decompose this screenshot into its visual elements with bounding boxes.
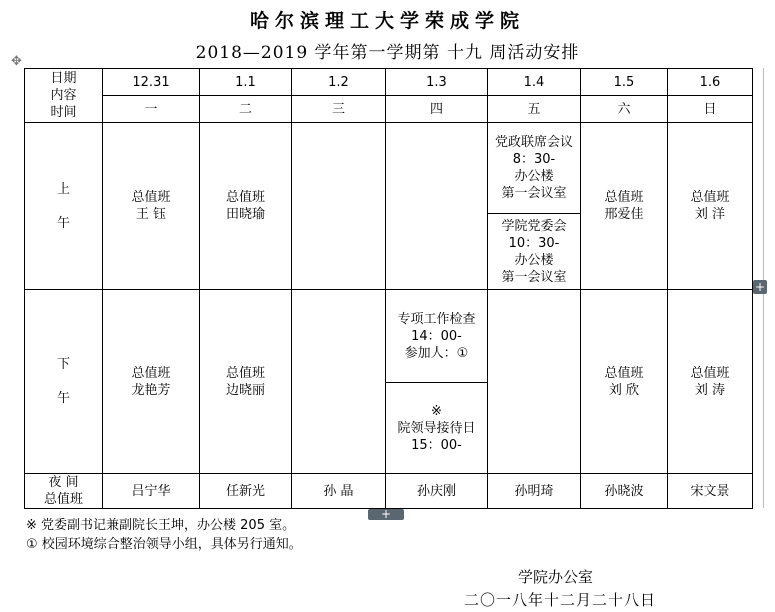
night-duty-cell: 宋文景 xyxy=(668,474,753,509)
date-cell: 1.6 xyxy=(668,69,753,96)
add-row-plus-icon[interactable]: + xyxy=(368,509,404,520)
afternoon-cell-mon: 总值班 龙艳芳 xyxy=(103,290,200,474)
morning-cell-wed xyxy=(292,123,386,290)
date-cell: 1.4 xyxy=(488,69,581,96)
afternoon-cell-sun: 总值班 刘 涛 xyxy=(668,290,753,474)
thu-afternoon-event-1: 专项工作检查 14：00- 参加人：① xyxy=(397,311,476,361)
night-duty-cell: 孙晓波 xyxy=(581,474,668,509)
night-duty-cell: 任新光 xyxy=(200,474,292,509)
night-duty-cell: 孙明琦 xyxy=(488,474,581,509)
night-duty-cell: 吕宁华 xyxy=(103,474,200,509)
night-duty-label: 夜 间 总值班 xyxy=(25,474,103,509)
afternoon-cell-sat: 总值班 刘 欣 xyxy=(581,290,668,474)
morning-cell-mon: 总值班 王 钰 xyxy=(103,123,200,290)
morning-cell-sun: 总值班 刘 洋 xyxy=(668,123,753,290)
weekday-cell: 四 xyxy=(386,96,488,123)
afternoon-cell-wed xyxy=(292,290,386,474)
footnote-1: ※ 党委副书记兼副院长王坤，办公楼 205 室。 xyxy=(26,518,296,533)
weekday-cell: 日 xyxy=(668,96,753,123)
document-title: 哈尔滨理工大学荣成学院 xyxy=(249,10,525,32)
date-cell: 1.2 xyxy=(292,69,386,96)
night-duty-cell: 孙 晶 xyxy=(292,474,386,509)
add-column-plus-icon[interactable]: + xyxy=(754,280,766,294)
afternoon-cell-tue: 总值班 边晓丽 xyxy=(200,290,292,474)
afternoon-label: 下 午 xyxy=(25,290,103,474)
document-subtitle: 2018—2019 学年第一学期第 十九 周活动安排 xyxy=(195,43,580,63)
footnotes xyxy=(26,516,302,554)
morning-cell-sat: 总值班 邢爱佳 xyxy=(581,123,668,290)
weekday-cell: 一 xyxy=(103,96,200,123)
night-duty-cell: 孙庆刚 xyxy=(386,474,488,509)
weekday-cell: 三 xyxy=(292,96,386,123)
date-cell: 12.31 xyxy=(103,69,200,96)
morning-cell-thu xyxy=(386,123,488,290)
weekday-cell: 五 xyxy=(488,96,581,123)
morning-label: 上 午 xyxy=(25,123,103,290)
date-cell: 1.5 xyxy=(581,69,668,96)
weekday-cell: 二 xyxy=(200,96,292,123)
footnote-2: ① 校园环境综合整治领导小组，具体另行通知。 xyxy=(26,537,302,552)
table-move-handle-icon[interactable]: ✥ xyxy=(11,54,22,69)
fri-morning-event-1: 党政联席会议 8：30- 办公楼 第一会议室 xyxy=(494,135,573,201)
thu-afternoon-event-2: ※ 院领导接待日 15：00- xyxy=(386,382,487,473)
issue-date: 二〇一八年十二月二十八日 xyxy=(464,591,657,609)
schedule-table xyxy=(24,68,753,509)
corner-header: 日期 内容 时间 xyxy=(25,69,103,123)
afternoon-cell-fri xyxy=(488,290,581,474)
morning-cell-fri xyxy=(488,123,581,290)
afternoon-cell-thu xyxy=(386,290,488,474)
weekday-cell: 六 xyxy=(581,96,668,123)
morning-cell-tue: 总值班 田晓瑜 xyxy=(200,123,292,290)
fri-morning-event-2: 学院党委会 10：30- 办公楼 第一会议室 xyxy=(488,213,580,289)
issuing-office: 学院办公室 xyxy=(518,568,594,586)
date-cell: 1.3 xyxy=(386,69,488,96)
date-cell: 1.1 xyxy=(200,69,292,96)
